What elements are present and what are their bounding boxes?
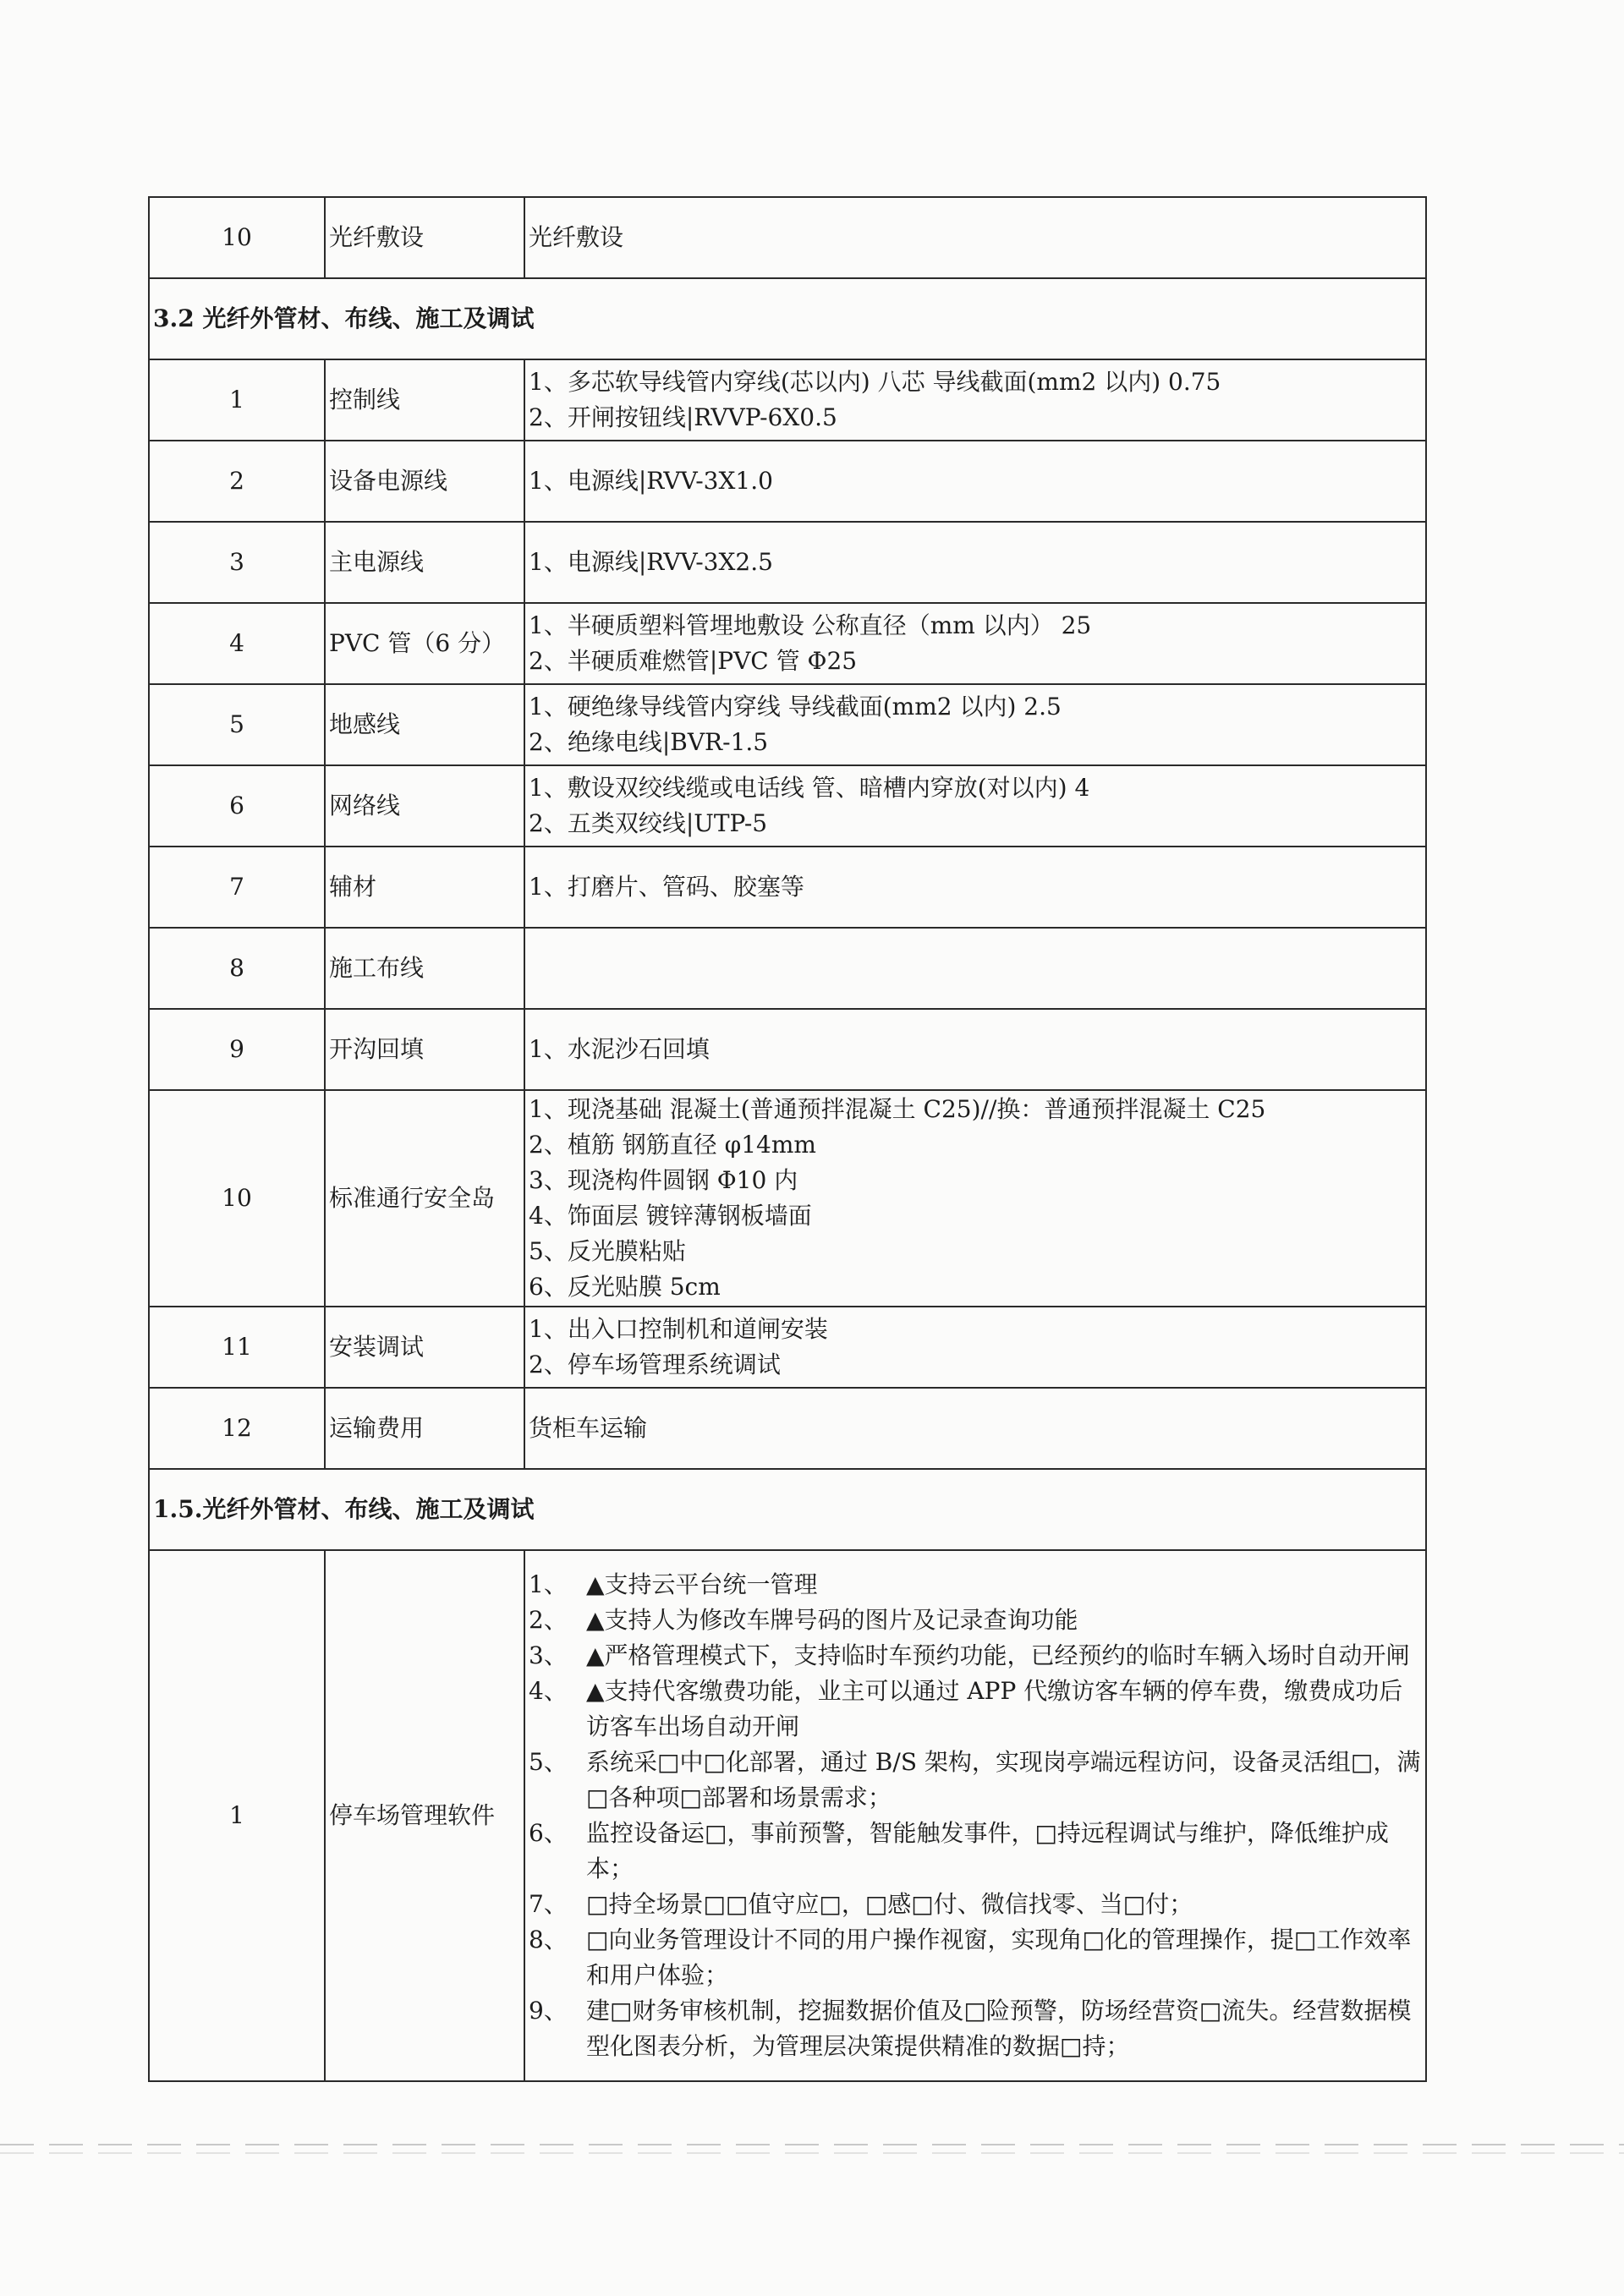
feature-number: 7、 [529, 1890, 568, 1918]
table-row [149, 684, 1426, 765]
feature-item [529, 1603, 1422, 1638]
item-number: 5 [149, 684, 325, 765]
feature-number: 4、 [529, 1677, 568, 1705]
table-row [149, 441, 1426, 522]
feature-text: ▲支持人为修改车牌号码的图片及记录查询功能 [586, 1606, 1078, 1634]
table-row [149, 928, 1426, 1009]
feature-item [529, 1638, 1422, 1674]
table-row [149, 847, 1426, 928]
section-row [149, 278, 1426, 359]
table-row [149, 1307, 1426, 1388]
feature-item [529, 1922, 1422, 1993]
description-line: 4、饰面层 镀锌薄钢板墙面 [529, 1202, 812, 1230]
description-line: 2、开闸按钮线|RVVP-6X0.5 [529, 403, 837, 431]
feature-text: ▲支持云平台统一管理 [586, 1570, 818, 1598]
feature-text: ▲支持代客缴费功能，业主可以通过 APP 代缴访客车辆的停车费，缴费成功后访客车出场自动开闸 [586, 1677, 1403, 1740]
feature-number: 2、 [529, 1606, 568, 1634]
item-name: 开沟回填 [325, 1009, 524, 1090]
table-row [149, 197, 1426, 278]
item-name: 控制线 [325, 359, 524, 441]
item-number: 2 [149, 441, 325, 522]
table-row [149, 1009, 1426, 1090]
item-number: 8 [149, 928, 325, 1009]
item-number: 9 [149, 1009, 325, 1090]
feature-text: 监控设备运□，事前预警，智能触发事件，□持远程调试与维护，降低维护成本； [586, 1819, 1389, 1882]
feature-text: □持全场景□□值守应□，□感□付、微信找零、当□付； [586, 1890, 1193, 1918]
item-description [524, 522, 1426, 603]
item-description [524, 197, 1426, 278]
description-line: 2、五类双绞线|UTP-5 [529, 809, 768, 837]
item-name: PVC 管（6 分） [325, 603, 524, 684]
item-description [524, 765, 1426, 847]
item-number: 3 [149, 522, 325, 603]
item-name: 网络线 [325, 765, 524, 847]
item-number: 7 [149, 847, 325, 928]
description-line: 光纤敷设 [529, 223, 624, 251]
feature-number: 5、 [529, 1748, 568, 1776]
description-line: 6、反光贴膜 5cm [529, 1273, 721, 1301]
item-number: 10 [149, 1090, 325, 1307]
description-line: 1、硬绝缘导线管内穿线 导线截面(mm2 以内) 2.5 [529, 693, 1062, 721]
item-name: 施工布线 [325, 928, 524, 1009]
feature-text: ▲严格管理模式下，支持临时车预约功能，已经预约的临时车辆入场时自动开闸 [586, 1641, 1410, 1669]
item-description [524, 603, 1426, 684]
description-line: 1、多芯软导线管内穿线(芯以内) 八芯 导线截面(mm2 以内) 0.75 [529, 368, 1221, 396]
item-name: 安装调试 [325, 1307, 524, 1388]
section-row [149, 1469, 1426, 1550]
description-line: 1、电源线|RVV-3X2.5 [529, 548, 773, 576]
description-line: 1、打磨片、管码、胶塞等 [529, 873, 804, 901]
feature-item [529, 1993, 1422, 2064]
item-name: 标准通行安全岛 [325, 1090, 524, 1307]
table-row [149, 359, 1426, 441]
description-line: 2、绝缘电线|BVR-1.5 [529, 728, 769, 756]
description-line: 5、反光膜粘贴 [529, 1237, 686, 1265]
item-number: 10 [149, 197, 325, 278]
description-line: 1、半硬质塑料管埋地敷设 公称直径（mm 以内） 25 [529, 611, 1092, 639]
item-name: 运输费用 [325, 1388, 524, 1469]
feature-text: 系统采□中□化部署，通过 B/S 架构，实现岗亭端远程访问，设备灵活组□，满□各种项□部署和场景需求； [586, 1748, 1421, 1811]
description-line: 2、停车场管理系统调试 [529, 1351, 781, 1378]
description-line: 2、植筋 钢筋直径 φ14mm [529, 1131, 816, 1159]
table-row-software [149, 1550, 1426, 2081]
feature-item [529, 1745, 1422, 1816]
item-number: 1 [149, 1550, 325, 2081]
section-title: 3.2 光纤外管材、布线、施工及调试 [149, 278, 1426, 359]
item-name: 地感线 [325, 684, 524, 765]
item-name: 辅材 [325, 847, 524, 928]
item-description [524, 1550, 1426, 2081]
feature-text: □向业务管理设计不同的用户操作视窗，实现角□化的管理操作，提□工作效率和用户体验； [586, 1926, 1412, 1989]
item-description [524, 441, 1426, 522]
feature-text: 建□财务审核机制，挖掘数据价值及□险预警，防场经营资□流失。经营数据模型化图表分析，为管理层决策提供精准的数据□持； [586, 1997, 1412, 2060]
item-description [524, 684, 1426, 765]
description-line: 货柜车运输 [529, 1414, 648, 1442]
table-row [149, 765, 1426, 847]
scan-artifact-line [0, 2152, 1624, 2154]
table-row [149, 603, 1426, 684]
item-description [524, 928, 1426, 1009]
item-description [524, 1388, 1426, 1469]
item-description [524, 359, 1426, 441]
feature-number: 1、 [529, 1570, 568, 1598]
feature-item [529, 1567, 1422, 1603]
item-description [524, 1090, 1426, 1307]
description-line: 3、现浇构件圆钢 Φ10 内 [529, 1166, 798, 1194]
item-name: 设备电源线 [325, 441, 524, 522]
item-description [524, 1307, 1426, 1388]
feature-number: 3、 [529, 1641, 568, 1669]
description-line: 1、水泥沙石回填 [529, 1035, 710, 1063]
spec-table-body [149, 197, 1426, 2081]
item-name: 主电源线 [325, 522, 524, 603]
table-row [149, 1090, 1426, 1307]
feature-number: 6、 [529, 1819, 568, 1847]
feature-item [529, 1674, 1422, 1745]
item-number: 11 [149, 1307, 325, 1388]
item-number: 1 [149, 359, 325, 441]
feature-item [529, 1816, 1422, 1887]
description-line: 2、半硬质难燃管|PVC 管 Φ25 [529, 647, 858, 675]
section-title: 1.5.光纤外管材、布线、施工及调试 [149, 1469, 1426, 1550]
item-name: 停车场管理软件 [325, 1550, 524, 2081]
item-name: 光纤敷设 [325, 197, 524, 278]
feature-number: 8、 [529, 1926, 568, 1954]
description-line: 1、电源线|RVV-3X1.0 [529, 467, 773, 495]
item-number: 4 [149, 603, 325, 684]
scan-artifact-line [0, 2144, 1624, 2145]
spec-table [148, 196, 1427, 2082]
description-line: 1、现浇基础 混凝土(普通预拌混凝土 C25)//换：普通预拌混凝土 C25 [529, 1095, 1266, 1123]
table-row [149, 522, 1426, 603]
item-number: 6 [149, 765, 325, 847]
description-line: 1、敷设双绞线缆或电话线 管、暗槽内穿放(对以内) 4 [529, 774, 1090, 802]
item-description [524, 847, 1426, 928]
description-line: 1、出入口控制机和道闸安装 [529, 1315, 828, 1343]
item-number: 12 [149, 1388, 325, 1469]
table-row [149, 1388, 1426, 1469]
feature-number: 9、 [529, 1997, 568, 2025]
feature-item [529, 1887, 1422, 1922]
item-description [524, 1009, 1426, 1090]
